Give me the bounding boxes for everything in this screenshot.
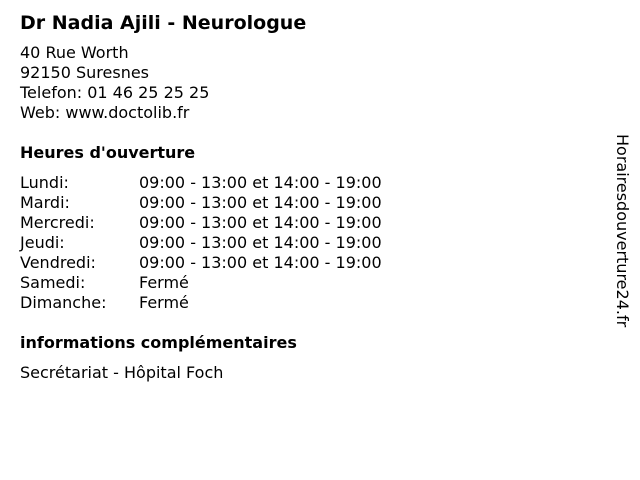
hours-row-monday — [20, 173, 600, 193]
day-label: Lundi: — [20, 173, 69, 192]
page-title: Dr Nadia Ajili - Neurologue — [20, 12, 307, 34]
day-label: Dimanche: — [20, 293, 107, 312]
hours-row-thursday — [20, 233, 600, 253]
address-block — [20, 43, 600, 123]
site-watermark: Horairesdouverture24.fr — [613, 134, 632, 328]
address-city: 92150 Suresnes — [20, 63, 150, 82]
time-value: 09:00 - 13:00 et 14:00 - 19:00 — [139, 173, 382, 192]
hours-row-saturday — [20, 273, 600, 293]
opening-hours-table — [20, 173, 600, 313]
day-label: Vendredi: — [20, 253, 96, 272]
info-text: Secrétariat - Hôpital Foch — [20, 363, 224, 382]
day-label: Samedi: — [20, 273, 86, 292]
time-value: 09:00 - 13:00 et 14:00 - 19:00 — [139, 193, 382, 212]
website: Web: www.doctolib.fr — [20, 103, 190, 122]
time-value: 09:00 - 13:00 et 14:00 - 19:00 — [139, 233, 382, 252]
time-value: 09:00 - 13:00 et 14:00 - 19:00 — [139, 213, 382, 232]
info-heading: informations complémentaires — [20, 333, 297, 352]
day-label: Mardi: — [20, 193, 70, 212]
day-label: Jeudi: — [20, 233, 65, 252]
day-label: Mercredi: — [20, 213, 95, 232]
time-value: Fermé — [139, 273, 189, 292]
hours-heading: Heures d'ouverture — [20, 143, 196, 162]
hours-row-friday — [20, 253, 600, 273]
hours-row-wednesday — [20, 213, 600, 233]
hours-row-sunday — [20, 293, 600, 313]
hours-row-tuesday — [20, 193, 600, 213]
time-value: 09:00 - 13:00 et 14:00 - 19:00 — [139, 253, 382, 272]
time-value: Fermé — [139, 293, 189, 312]
business-card — [20, 10, 600, 383]
phone-number: Telefon: 01 46 25 25 25 — [20, 83, 210, 102]
address-street: 40 Rue Worth — [20, 43, 129, 62]
